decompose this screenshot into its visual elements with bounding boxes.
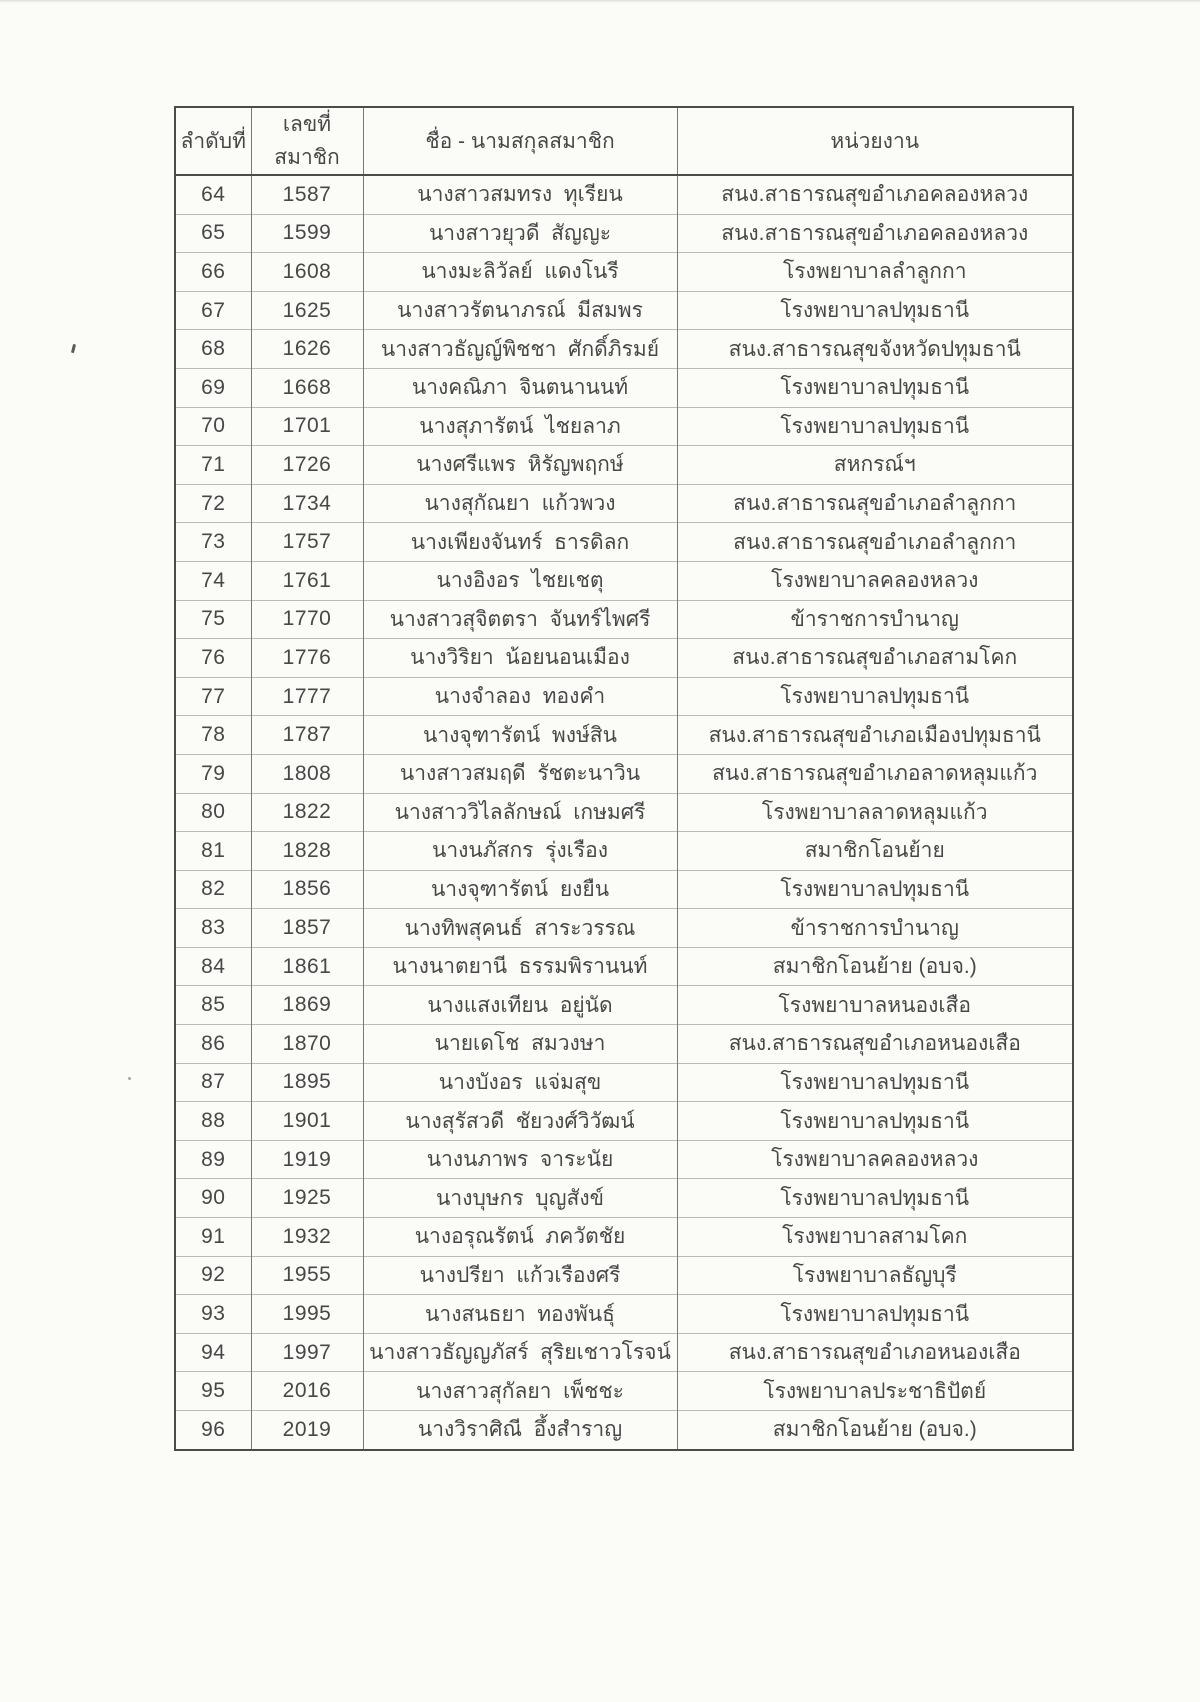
table-row [175, 214, 1073, 253]
cell-no: 66 [175, 253, 251, 292]
cell-member-id: 1599 [251, 214, 363, 253]
cell-no: 69 [175, 368, 251, 407]
cell-name: นางวิริยา น้อยนอนเมือง [363, 639, 677, 678]
cell-unit: ข้าราชการบำนาญ [677, 600, 1073, 639]
cell-member-id: 1870 [251, 1025, 363, 1064]
cell-no: 75 [175, 600, 251, 639]
scan-edge-shadow [0, 0, 1200, 3]
cell-name: นางสาวธัญญ์พิชชา ศักดิ์ภิรมย์ [363, 330, 677, 369]
table-row [175, 1218, 1073, 1257]
table-row [175, 561, 1073, 600]
cell-unit: โรงพยาบาลปทุมธานี [677, 291, 1073, 330]
table-row [175, 1411, 1073, 1450]
cell-member-id: 1955 [251, 1256, 363, 1295]
cell-name: นางสาวรัตนาภรณ์ มีสมพร [363, 291, 677, 330]
cell-name: นางสนธยา ทองพันธุ์ [363, 1295, 677, 1334]
cell-name: นางเพียงจันทร์ ธารดิลก [363, 523, 677, 562]
cell-unit: สมาชิกโอนย้าย (อบจ.) [677, 1411, 1073, 1450]
cell-member-id: 1828 [251, 832, 363, 871]
table-row [175, 986, 1073, 1025]
cell-name: นางมะลิวัลย์ แดงโนรี [363, 253, 677, 292]
table-row [175, 330, 1073, 369]
table-row [175, 1333, 1073, 1372]
table-row [175, 407, 1073, 446]
cell-member-id: 1787 [251, 716, 363, 755]
cell-name: นางจุฑารัตน์ พงษ์สิน [363, 716, 677, 755]
cell-member-id: 2016 [251, 1372, 363, 1411]
cell-name: นางบังอร แจ่มสุข [363, 1063, 677, 1102]
cell-member-id: 1668 [251, 368, 363, 407]
cell-no: 88 [175, 1102, 251, 1141]
cell-name: นางสาวสุจิตตรา จันทร์ไพศรี [363, 600, 677, 639]
cell-member-id: 1587 [251, 175, 363, 214]
cell-unit: โรงพยาบาลปทุมธานี [677, 368, 1073, 407]
header-member-id: เลขที่สมาชิก [251, 107, 363, 175]
member-list-table [174, 106, 1074, 1451]
cell-name: นางแสงเทียน อยู่นัด [363, 986, 677, 1025]
table-row [175, 716, 1073, 755]
table-row [175, 793, 1073, 832]
cell-name: นางสุกัณยา แก้วพวง [363, 484, 677, 523]
table-row [175, 1063, 1073, 1102]
table-row [175, 1102, 1073, 1141]
cell-no: 94 [175, 1333, 251, 1372]
header-unit: หน่วยงาน [677, 107, 1073, 175]
cell-no: 76 [175, 639, 251, 678]
cell-member-id: 2019 [251, 1411, 363, 1450]
cell-member-id: 1822 [251, 793, 363, 832]
cell-no: 68 [175, 330, 251, 369]
cell-name: นางจุฑารัตน์ ยงยืน [363, 870, 677, 909]
cell-no: 72 [175, 484, 251, 523]
cell-no: 80 [175, 793, 251, 832]
cell-no: 85 [175, 986, 251, 1025]
table-row [175, 754, 1073, 793]
cell-unit: โรงพยาบาลปทุมธานี [677, 1295, 1073, 1334]
cell-unit: โรงพยาบาลลาดหลุมแก้ว [677, 793, 1073, 832]
scan-speck-mark [71, 344, 76, 353]
table-row [175, 909, 1073, 948]
cell-unit: โรงพยาบาลปทุมธานี [677, 407, 1073, 446]
cell-member-id: 1701 [251, 407, 363, 446]
cell-member-id: 1770 [251, 600, 363, 639]
cell-member-id: 1734 [251, 484, 363, 523]
cell-unit: สนง.สาธารณสุขอำเภอสามโคก [677, 639, 1073, 678]
header-name: ชื่อ - นามสกุลสมาชิก [363, 107, 677, 175]
cell-no: 87 [175, 1063, 251, 1102]
cell-member-id: 1761 [251, 561, 363, 600]
cell-unit: สนง.สาธารณสุขอำเภอลำลูกกา [677, 484, 1073, 523]
cell-no: 84 [175, 947, 251, 986]
table-row [175, 253, 1073, 292]
cell-member-id: 1808 [251, 754, 363, 793]
cell-unit: สนง.สาธารณสุขอำเภอลำลูกกา [677, 523, 1073, 562]
cell-no: 79 [175, 754, 251, 793]
cell-name: นางสาวสุกัลยา เพ็ชชะ [363, 1372, 677, 1411]
cell-member-id: 1919 [251, 1140, 363, 1179]
cell-member-id: 1777 [251, 677, 363, 716]
cell-no: 67 [175, 291, 251, 330]
cell-unit: สหกรณ์ฯ [677, 446, 1073, 485]
cell-no: 64 [201, 182, 226, 206]
table-row [175, 1025, 1073, 1064]
cell-no: 95 [175, 1372, 251, 1411]
cell-no: 83 [175, 909, 251, 948]
cell-member-id: 1856 [251, 870, 363, 909]
cell-member-id: 1626 [251, 330, 363, 369]
cell-no: 89 [175, 1140, 251, 1179]
cell-unit: โรงพยาบาลคลองหลวง [677, 561, 1073, 600]
cell-member-id: 1995 [251, 1295, 363, 1334]
cell-name: นายเดโช สมวงษา [363, 1025, 677, 1064]
cell-unit: โรงพยาบาลปทุมธานี [677, 677, 1073, 716]
cell-member-id: 1625 [251, 291, 363, 330]
cell-member-id: 1997 [251, 1333, 363, 1372]
cell-member-id: 1861 [251, 947, 363, 986]
cell-no: 78 [175, 716, 251, 755]
header-no: ลำดับที่ [175, 107, 251, 175]
cell-no: 65 [175, 214, 251, 253]
cell-name: นางอิงอร ไชยเชตุ [363, 561, 677, 600]
cell-name: นางสุภารัตน์ ไชยลาภ [363, 407, 677, 446]
table-row [175, 870, 1073, 909]
cell-unit: สนง.สาธารณสุขอำเภอหนองเสือ [677, 1333, 1073, 1372]
cell-no: 90 [175, 1179, 251, 1218]
cell-unit: สมาชิกโอนย้าย [677, 832, 1073, 871]
cell-name: นางวิราศิณี อึ้งสำราญ [363, 1411, 677, 1450]
table-row [175, 368, 1073, 407]
table-row [175, 1295, 1073, 1334]
cell-no: 73 [175, 523, 251, 562]
cell-unit: โรงพยาบาลปทุมธานี [677, 1179, 1073, 1218]
cell-member-id: 1932 [251, 1218, 363, 1257]
cell-name: นางจำลอง ทองคำ [363, 677, 677, 716]
cell-member-id: 1776 [251, 639, 363, 678]
cell-no: 91 [175, 1218, 251, 1257]
cell-unit: ข้าราชการบำนาญ [677, 909, 1073, 948]
cell-member-id: 1901 [251, 1102, 363, 1141]
cell-unit: สนง.สาธารณสุขจังหวัดปทุมธานี [677, 330, 1073, 369]
cell-no: 71 [175, 446, 251, 485]
cell-name: นางสุรัสวดี ชัยวงศ์วิวัฒน์ [363, 1102, 677, 1141]
cell-name: นางนภาพร จาระนัย [363, 1140, 677, 1179]
table-row [175, 523, 1073, 562]
cell-name: นางศรีแพร หิรัญพฤกษ์ [363, 446, 677, 485]
cell-name: นางปรียา แก้วเรืองศรี [363, 1256, 677, 1295]
cell-unit: โรงพยาบาลปทุมธานี [677, 1102, 1073, 1141]
cell-no: 86 [175, 1025, 251, 1064]
cell-member-id: 1726 [251, 446, 363, 485]
cell-member-id: 1608 [251, 253, 363, 292]
table-row [175, 600, 1073, 639]
cell-unit: โรงพยาบาลหนองเสือ [677, 986, 1073, 1025]
cell-member-id: 1757 [251, 523, 363, 562]
cell-unit: โรงพยาบาลปทุมธานี [677, 870, 1073, 909]
cell-no: 93 [175, 1295, 251, 1334]
cell-no: 96 [175, 1411, 251, 1450]
cell-name: นางคณิภา จินตนานนท์ [363, 368, 677, 407]
cell-name: นางสาวธัญญภัสร์ สุริยเชาวโรจน์ [363, 1333, 677, 1372]
cell-no: 82 [175, 870, 251, 909]
cell-unit: โรงพยาบาลสามโคก [677, 1218, 1073, 1257]
table-row [175, 446, 1073, 485]
table-row [175, 175, 1073, 214]
cell-name: นางสาววิไลลักษณ์ เกษมศรี [363, 793, 677, 832]
member-table-body [175, 175, 1073, 1450]
cell-unit: โรงพยาบาลคลองหลวง [677, 1140, 1073, 1179]
cell-unit: สนง.สาธารณสุขอำเภอลาดหลุมแก้ว [677, 754, 1073, 793]
cell-name: นางนาตยานี ธรรมพิรานนท์ [363, 947, 677, 986]
table-row [175, 832, 1073, 871]
cell-no: 81 [175, 832, 251, 871]
cell-name: นางนภัสกร รุ่งเรือง [363, 832, 677, 871]
table-row [175, 1179, 1073, 1218]
table-row [175, 947, 1073, 986]
cell-name: นางอรุณรัตน์ ภควัตชัย [363, 1218, 677, 1257]
cell-unit: สนง.สาธารณสุขอำเภอเมืองปทุมธานี [677, 716, 1073, 755]
cell-no: 74 [175, 561, 251, 600]
cell-no: 70 [175, 407, 251, 446]
cell-unit: สนง.สาธารณสุขอำเภอคลองหลวง [677, 214, 1073, 253]
cell-no: 77 [175, 677, 251, 716]
table-row [175, 1140, 1073, 1179]
cell-unit: สมาชิกโอนย้าย (อบจ.) [677, 947, 1073, 986]
table-row [175, 1372, 1073, 1411]
cell-name: นางสาวสมฤดี รัชตะนาวิน [363, 754, 677, 793]
cell-name: นางสาวยุวดี สัญญะ [363, 214, 677, 253]
cell-unit: สนง.สาธารณสุขอำเภอคลองหลวง [677, 175, 1073, 214]
cell-name: นางบุษกร บุญสังข์ [363, 1179, 677, 1218]
table-row [175, 484, 1073, 523]
cell-name: นางสาวสมทรง ทุเรียน [363, 175, 677, 214]
scan-speck-dot [128, 1077, 131, 1080]
table-row [175, 291, 1073, 330]
table-row [175, 639, 1073, 678]
table-row [175, 1256, 1073, 1295]
cell-member-id: 1895 [251, 1063, 363, 1102]
cell-name: นางทิพสุคนธ์ สาระวรรณ [363, 909, 677, 948]
table-header [175, 107, 1073, 175]
table-row [175, 677, 1073, 716]
header-row [175, 107, 1073, 175]
cell-member-id: 1925 [251, 1179, 363, 1218]
cell-no: 92 [175, 1256, 251, 1295]
cell-member-id: 1869 [251, 986, 363, 1025]
cell-unit: สนง.สาธารณสุขอำเภอหนองเสือ [677, 1025, 1073, 1064]
cell-unit: โรงพยาบาลปทุมธานี [677, 1063, 1073, 1102]
cell-unit: โรงพยาบาลลำลูกกา [677, 253, 1073, 292]
cell-member-id: 1857 [251, 909, 363, 948]
cell-unit: โรงพยาบาลธัญบุรี [677, 1256, 1073, 1295]
cell-unit: โรงพยาบาลประชาธิปัตย์ [677, 1372, 1073, 1411]
